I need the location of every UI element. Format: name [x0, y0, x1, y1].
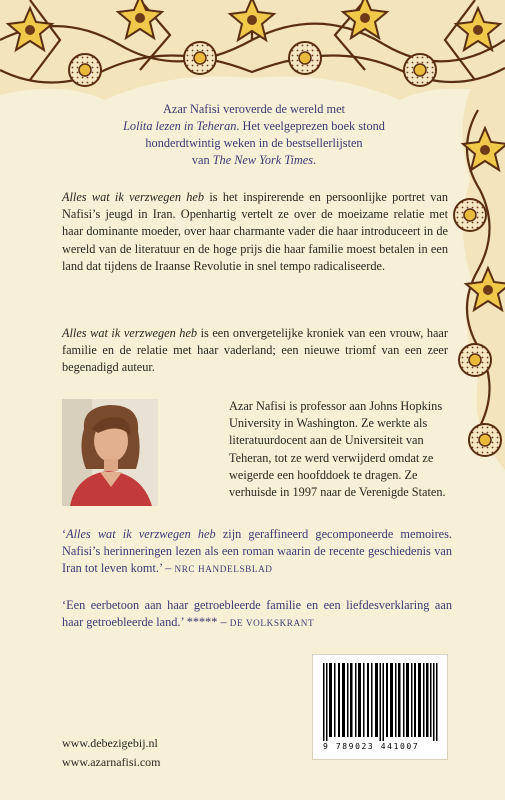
isbn-number: 9 789023 441007: [323, 742, 420, 751]
website-links: [62, 734, 161, 772]
intro-newspaper: The New York Times: [212, 153, 314, 167]
summary-paragraph-2: [62, 325, 448, 377]
intro-line-4-pre: van: [191, 153, 213, 167]
summary-paragraph: [62, 189, 448, 275]
quote1-text: zijn geraffineerd gecomponeerde memoires. Nafisi’s herinneringen lezen als een roman waarin de recente geschiedenis van Iran tot leven komt.’ –: [62, 527, 453, 576]
summary2-book-title: Alles wat ik verzwegen heb: [62, 326, 198, 340]
author-bio: Azar Nafisi is professor aan Johns Hopkins University in Washington. Ze werkte als literatuurdocent aan de Universiteit van Teheran, tot ze werd verwijderd omdat ze weigerde een hoofddoek te dragen. Ze verhuisde in 1997 naar de Verenigde Staten.: [229, 399, 446, 500]
intro-line-2: . Het veelgeprezen boek stond: [236, 119, 385, 133]
review-quote-nrc: [62, 526, 452, 579]
intro-line-3: honderdtwintig weken in de bestsellerlijsten: [145, 136, 363, 150]
barcode-bars: [313, 655, 447, 741]
author-url[interactable]: www.azarnafisi.com: [62, 755, 161, 769]
summary2-text: is een onvergetelijke kroniek van een vrouw, haar familie en de relatie met haar vaderland; een nieuwe triomf van een zeer begenadigd auteur.: [62, 326, 448, 375]
quote2-text: ‘Een eerbetoon aan haar getroebleerde familie en een liefdesverklaring aan haar getroebleerde land.’ ***** –: [62, 598, 452, 630]
summary-book-title: Alles wat ik verzwegen heb: [62, 190, 205, 204]
intro-line-4-post: .: [313, 153, 317, 167]
quote2-source: DE VOLKSKRANT: [229, 618, 315, 629]
isbn-barcode: [312, 654, 448, 760]
quote1-book-title: Alles wat ik verzwegen heb: [66, 527, 216, 541]
author-photo: [62, 399, 158, 506]
publisher-url[interactable]: www.debezigebij.nl: [62, 736, 158, 750]
intro-line-1: Azar Nafisi veroverde de wereld met: [163, 102, 345, 116]
review-quote-volkskrant: [62, 597, 452, 632]
summary-text: is het inspirerende en persoonlijke portret van Nafisi’s jeugd in Iran. Openhartig vertelt ze over de moeizame relatie met haar dominante moeder, over haar charmante vader die haar introduceert in de wereld van de literatuur en de hoge prijs die haar familie moest betalen in een land dat tijdens de Iraanse Revolutie in snel tempo radicaliseerde.: [62, 190, 448, 273]
quote1-open-mark: ‘: [62, 527, 67, 541]
intro-blurb: [95, 101, 413, 169]
quote1-source: NRC HANDELSBLAD: [174, 564, 273, 575]
intro-book-title: Lolita lezen in Teheran: [123, 119, 237, 133]
